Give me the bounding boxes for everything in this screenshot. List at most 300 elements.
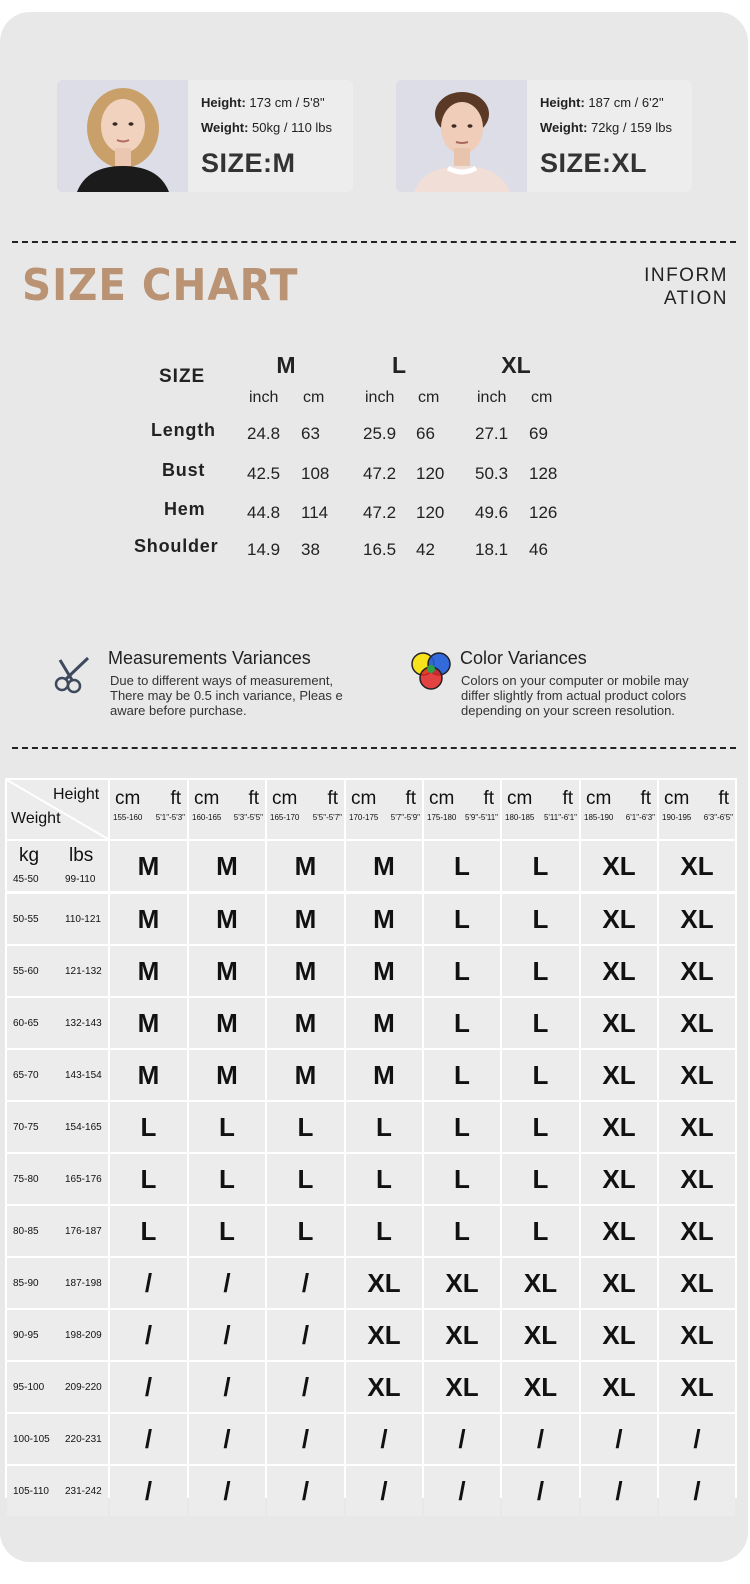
size-cell [424,998,500,1048]
size-cell [659,1258,735,1308]
size-value: M [137,1007,160,1038]
size-value: M [216,955,238,986]
height-unit-ft: ft [562,788,573,809]
measure-value: 69 [529,424,548,443]
size-value: L [297,1111,314,1142]
size-value: XL [680,1215,714,1246]
size-value: XL [680,1371,714,1402]
unit-cm: cm [418,389,440,406]
grid-corner-cell [7,780,108,839]
note-line: Due to different ways of measurement, [110,673,334,688]
weight-range-kg: 50-55 [13,914,39,925]
size-cell [581,1310,657,1360]
size-cell [424,841,500,891]
size-cell [424,1154,500,1204]
size-value: L [454,903,470,934]
size-cell [502,1466,579,1516]
woman-photo [57,80,188,192]
measure-value: 46 [529,540,548,559]
size-value: L [454,1111,470,1142]
size-value: L [532,1111,549,1142]
size-value: / [301,1475,310,1506]
height-header-cell [502,780,579,839]
size-value: / [223,1267,231,1298]
note-line: There may be 0.5 inch variance, Pleas e [110,688,343,703]
weight-range-lbs: 154-165 [65,1122,102,1133]
height-header-cell [659,780,735,839]
size-cell [346,1362,422,1412]
size-cell [189,894,265,944]
unit-inch: inch [477,389,507,406]
height-header-cell [581,780,657,839]
size-value: XL [602,955,636,986]
height-unit-cm: cm [429,788,455,809]
size-value: M [373,903,395,934]
size-cell [267,1414,344,1464]
size-cell [346,1310,422,1360]
weight-row-header [7,998,108,1048]
size-value: L [532,1007,549,1038]
size-cell [189,1414,265,1464]
size-cell [189,1050,265,1100]
weight-row-header [7,1258,108,1308]
size-value: L [454,1007,470,1038]
height-range-ft: 5'9"-5'11" [464,813,498,822]
size-value: / [144,1423,153,1454]
size-value: M [294,1007,317,1038]
size-value: / [301,1371,310,1402]
size-cell [110,1362,187,1412]
size-value: XL [367,1371,401,1402]
size-cell [581,1102,657,1152]
measure-value: 47.2 [363,503,397,522]
size-value: XL [680,850,714,881]
weight-range-lbs: 198-209 [65,1330,102,1341]
height-value: 173 cm / 5'8'' [249,95,325,110]
size-cell [659,1310,735,1360]
height-unit-cm: cm [507,788,533,809]
size-value: L [454,955,470,986]
size-cell [581,998,657,1048]
dashed-divider [12,241,736,243]
size-value: L [219,1111,235,1142]
size-value: L [376,1111,392,1142]
measure-value: 128 [529,464,558,483]
size-value: M [137,955,160,986]
dashed-divider [12,747,736,749]
size-cell [267,1154,344,1204]
size-cell [581,1414,657,1464]
measure-value: 24.8 [247,424,281,443]
measure-value: 38 [301,540,320,559]
height-unit-cm: cm [194,788,220,809]
size-cell [659,1362,735,1412]
size-cell [346,1258,422,1308]
size-value: XL [680,1319,714,1350]
size-value: / [144,1319,153,1350]
size-value: / [458,1423,466,1454]
size-cell [424,1414,500,1464]
size-value: / [301,1319,310,1350]
size-cell [502,1414,579,1464]
weight-row-header [7,841,108,891]
size-value: / [144,1371,153,1402]
size-cell [659,841,735,891]
size-cell [581,1362,657,1412]
note-line: depending on your screen resolution. [461,703,675,718]
size-cell [581,1206,657,1256]
size-value: L [454,1163,470,1194]
corner-weight-label: Weight [11,810,61,827]
weight-range-lbs: 165-176 [65,1174,102,1185]
size-value: M [373,1059,395,1090]
size-value: M [373,850,395,881]
height-unit-ft: ft [405,788,416,809]
height-header-cell [189,780,265,839]
size-value: / [458,1475,466,1506]
size-header-m: M [276,352,296,378]
size-value: L [532,1163,549,1194]
measure-label-bust: Bust [162,460,206,480]
size-cell [659,1206,735,1256]
height-unit-cm: cm [272,788,298,809]
size-cell [346,1102,422,1152]
size-value: M [294,955,317,986]
weight-range-kg: 45-50 [13,874,39,885]
size-cell [346,998,422,1048]
height-value: 187 cm / 6'2'' [588,95,664,110]
weight-range-lbs: 99-110 [65,874,96,885]
height-range-cm: 180-185 [505,813,535,822]
unit-cm: cm [531,389,553,406]
size-value: XL [680,1111,714,1142]
size-cell [110,894,187,944]
size-cell [267,998,344,1048]
weight-label: Weight: [201,120,249,135]
height-unit-ft: ft [248,788,259,809]
note-line: differ slightly from actual product colors [461,688,687,703]
size-value: L [140,1111,157,1142]
weight-range-lbs: 110-121 [65,914,101,925]
measure-value: 114 [301,503,329,522]
size-cell [110,1466,187,1516]
size-cell [189,841,265,891]
size-value: XL [680,1059,714,1090]
size-cell [267,1102,344,1152]
size-header-xl: XL [501,352,531,378]
size-value: M [137,903,160,934]
height-weight-size-grid [5,778,737,1506]
size-value: XL [523,1319,558,1350]
weight-row-header [7,1310,108,1360]
model-info-man [540,90,672,179]
size-cell [424,1258,500,1308]
size-cell [346,1206,422,1256]
height-range-cm: 155-160 [113,813,143,822]
weight-row-header [7,946,108,996]
size-cell [502,1206,579,1256]
size-cell [189,1310,265,1360]
weight-range-kg: 95-100 [13,1382,45,1393]
weight-value: 72kg / 159 lbs [591,120,672,135]
size-value: L [140,1215,157,1246]
size-cell [581,1466,657,1516]
size-cell [189,1206,265,1256]
man-photo [396,80,527,192]
height-range-ft: 5'3"-5'5" [233,813,263,822]
model-panel-woman [57,80,353,192]
measure-value: 16.5 [363,540,397,559]
measurement-variances-text [110,673,343,718]
size-value: M [216,1059,238,1090]
weight-range-kg: 100-105 [13,1434,50,1445]
size-value: XL [602,1215,636,1246]
size-value: L [454,1215,470,1246]
measure-value: 66 [416,424,435,443]
height-range-ft: 5'1"-5'3" [155,813,185,822]
height-label: Height: [540,95,585,110]
size-value: L [532,1215,549,1246]
weight-row-header [7,894,108,944]
size-cell [267,1310,344,1360]
size-value: L [454,1059,470,1090]
size-cell [424,1362,500,1412]
size-cell [346,841,422,891]
measurement-variances-title: Measurements Variances [108,648,311,668]
information-label [644,264,728,310]
size-cell [659,1154,735,1204]
size-value: XL [445,1267,479,1298]
height-header-cell [346,780,422,839]
height-range-cm: 185-190 [584,813,614,822]
size-value: / [223,1371,231,1402]
size-chart-title: SIZE CHART [22,260,299,311]
height-header-cell [267,780,344,839]
size-value: M [137,1059,160,1090]
measure-value: 27.1 [475,424,509,443]
size-cell [189,1258,265,1308]
size-cell [581,1154,657,1204]
weight-row-header [7,1102,108,1152]
measure-value: 42 [416,540,435,559]
size-value: M [137,850,160,881]
size-value: / [536,1475,545,1506]
weight-range-kg: 80-85 [13,1226,39,1237]
weight-range-kg: 85-90 [13,1278,39,1289]
size-value: XL [680,955,714,986]
size-value: M [373,955,395,986]
size-value: / [144,1267,153,1298]
size-cell [424,1206,500,1256]
weight-row-header [7,1362,108,1412]
measure-label-length: Length [151,420,216,440]
size-cell [267,1206,344,1256]
size-value: XL [367,1267,401,1298]
height-header-cell [110,780,187,839]
size-value: L [297,1215,314,1246]
height-unit-cm: cm [115,788,141,809]
size-value: XL [602,1007,636,1038]
size-value: L [454,850,470,881]
size-cell [581,841,657,891]
size-cell [581,1258,657,1308]
weight-range-lbs: 121-132 [65,966,102,977]
measure-value: 44.8 [247,503,281,522]
size-cell [581,946,657,996]
size-cell [110,1102,187,1152]
size-cell [189,946,265,996]
size-value: XL [680,903,714,934]
size-cell [502,1050,579,1100]
unit-cm: cm [303,389,325,406]
measure-value: 25.9 [363,424,397,443]
size-value: / [223,1319,231,1350]
weight-range-kg: 90-95 [13,1330,39,1341]
size-value: XL [602,1059,636,1090]
height-unit-cm: cm [351,788,377,809]
size-cell [659,946,735,996]
size-cell [267,946,344,996]
weight-unit-lbs: lbs [69,845,94,866]
weight-row-header [7,1466,108,1516]
weight-range-kg: 105-110 [13,1486,49,1497]
size-cell [424,894,500,944]
measure-value: 42.5 [247,464,281,483]
size-cell [110,946,187,996]
measure-label-hem: Hem [164,499,206,519]
size-value: L [376,1215,392,1246]
size-value: / [223,1475,231,1506]
size-header-l: L [391,352,407,378]
measure-value: 50.3 [475,464,509,483]
height-range-ft: 5'11"-6'1" [543,813,577,822]
size-value: / [380,1475,388,1506]
height-unit-cm: cm [586,788,612,809]
size-value: M [294,850,317,881]
size-cell [110,1206,187,1256]
measure-label-shoulder: Shoulder [134,536,219,556]
size-value: / [536,1423,545,1454]
size-value: L [219,1215,235,1246]
height-unit-ft: ft [170,788,181,809]
size-cell [659,1466,735,1516]
size-value: XL [680,1267,714,1298]
weight-row-header [7,1154,108,1204]
size-cell [267,1466,344,1516]
weight-range-kg: 70-75 [13,1122,39,1133]
size-cell [424,946,500,996]
size-value: XL [602,850,636,881]
size-cell [502,1258,579,1308]
color-variances-text [461,673,689,718]
size-value: XL [445,1371,479,1402]
size-column-label: SIZE [159,366,206,387]
size-cell [267,1258,344,1308]
weight-range-lbs: 187-198 [65,1278,102,1289]
size-cell [502,1310,579,1360]
size-cell [346,1154,422,1204]
size-cell [502,1362,579,1412]
unit-inch: inch [249,389,279,406]
measure-value: 18.1 [475,540,509,559]
weight-row-header [7,1414,108,1464]
note-line: aware before purchase. [110,703,247,718]
size-value: M [216,1007,238,1038]
size-value: / [223,1423,231,1454]
size-cell [189,1362,265,1412]
size-cell [110,1310,187,1360]
size-value: XL [602,1267,636,1298]
size-value: L [376,1163,392,1194]
size-cell [189,1102,265,1152]
size-value: L [140,1163,157,1194]
size-cell [267,894,344,944]
size-cell [502,998,579,1048]
measure-value: 14.9 [247,540,281,559]
size-value: L [532,850,549,881]
weight-range-lbs: 220-231 [65,1434,102,1445]
size-value: L [297,1163,314,1194]
size-value: L [219,1163,235,1194]
size-value: XL [602,1319,636,1350]
height-range-ft: 5'7"-5'9" [390,813,420,822]
measure-value: 108 [301,464,330,483]
size-cell [346,946,422,996]
size-cell [189,1154,265,1204]
size-value: XL [680,1163,714,1194]
size-cell [110,998,187,1048]
size-value: XL [680,1007,714,1038]
size-cell [346,1466,422,1516]
weight-range-lbs: 176-187 [65,1226,102,1237]
size-cell [189,1466,265,1516]
size-value: M [294,903,317,934]
size-value: / [693,1475,701,1506]
color-variances-title: Color Variances [460,648,587,668]
size-value: / [301,1423,310,1454]
size-cell [346,1050,422,1100]
size-value: / [615,1475,623,1506]
size-cell [424,1466,500,1516]
size-cell [110,1258,187,1308]
size-cell [659,1050,735,1100]
scissors-icon [52,652,96,701]
size-value: M [294,1059,317,1090]
size-value: XL [523,1267,558,1298]
information-line-1: INFORM [644,265,728,286]
measure-value: 120 [416,503,445,522]
size-value: L [532,903,549,934]
weight-range-lbs: 209-220 [65,1382,102,1393]
size-cell [189,998,265,1048]
height-range-cm: 170-175 [349,813,379,822]
weight-range-lbs: 143-154 [65,1070,102,1081]
size-cell [110,1414,187,1464]
size-cell [659,894,735,944]
height-range-cm: 175-180 [427,813,457,822]
size-cell [502,946,579,996]
size-cell [110,841,187,891]
height-range-ft: 6'1"-6'3" [625,813,655,822]
size-value: / [380,1423,388,1454]
size-value: XL [602,1371,636,1402]
size-value: / [144,1475,153,1506]
weight-range-kg: 65-70 [13,1070,39,1081]
size-guide-card [0,12,748,1562]
model-size: SIZE:M [201,148,296,178]
weight-range-kg: 60-65 [13,1018,39,1029]
size-value: L [532,1059,549,1090]
